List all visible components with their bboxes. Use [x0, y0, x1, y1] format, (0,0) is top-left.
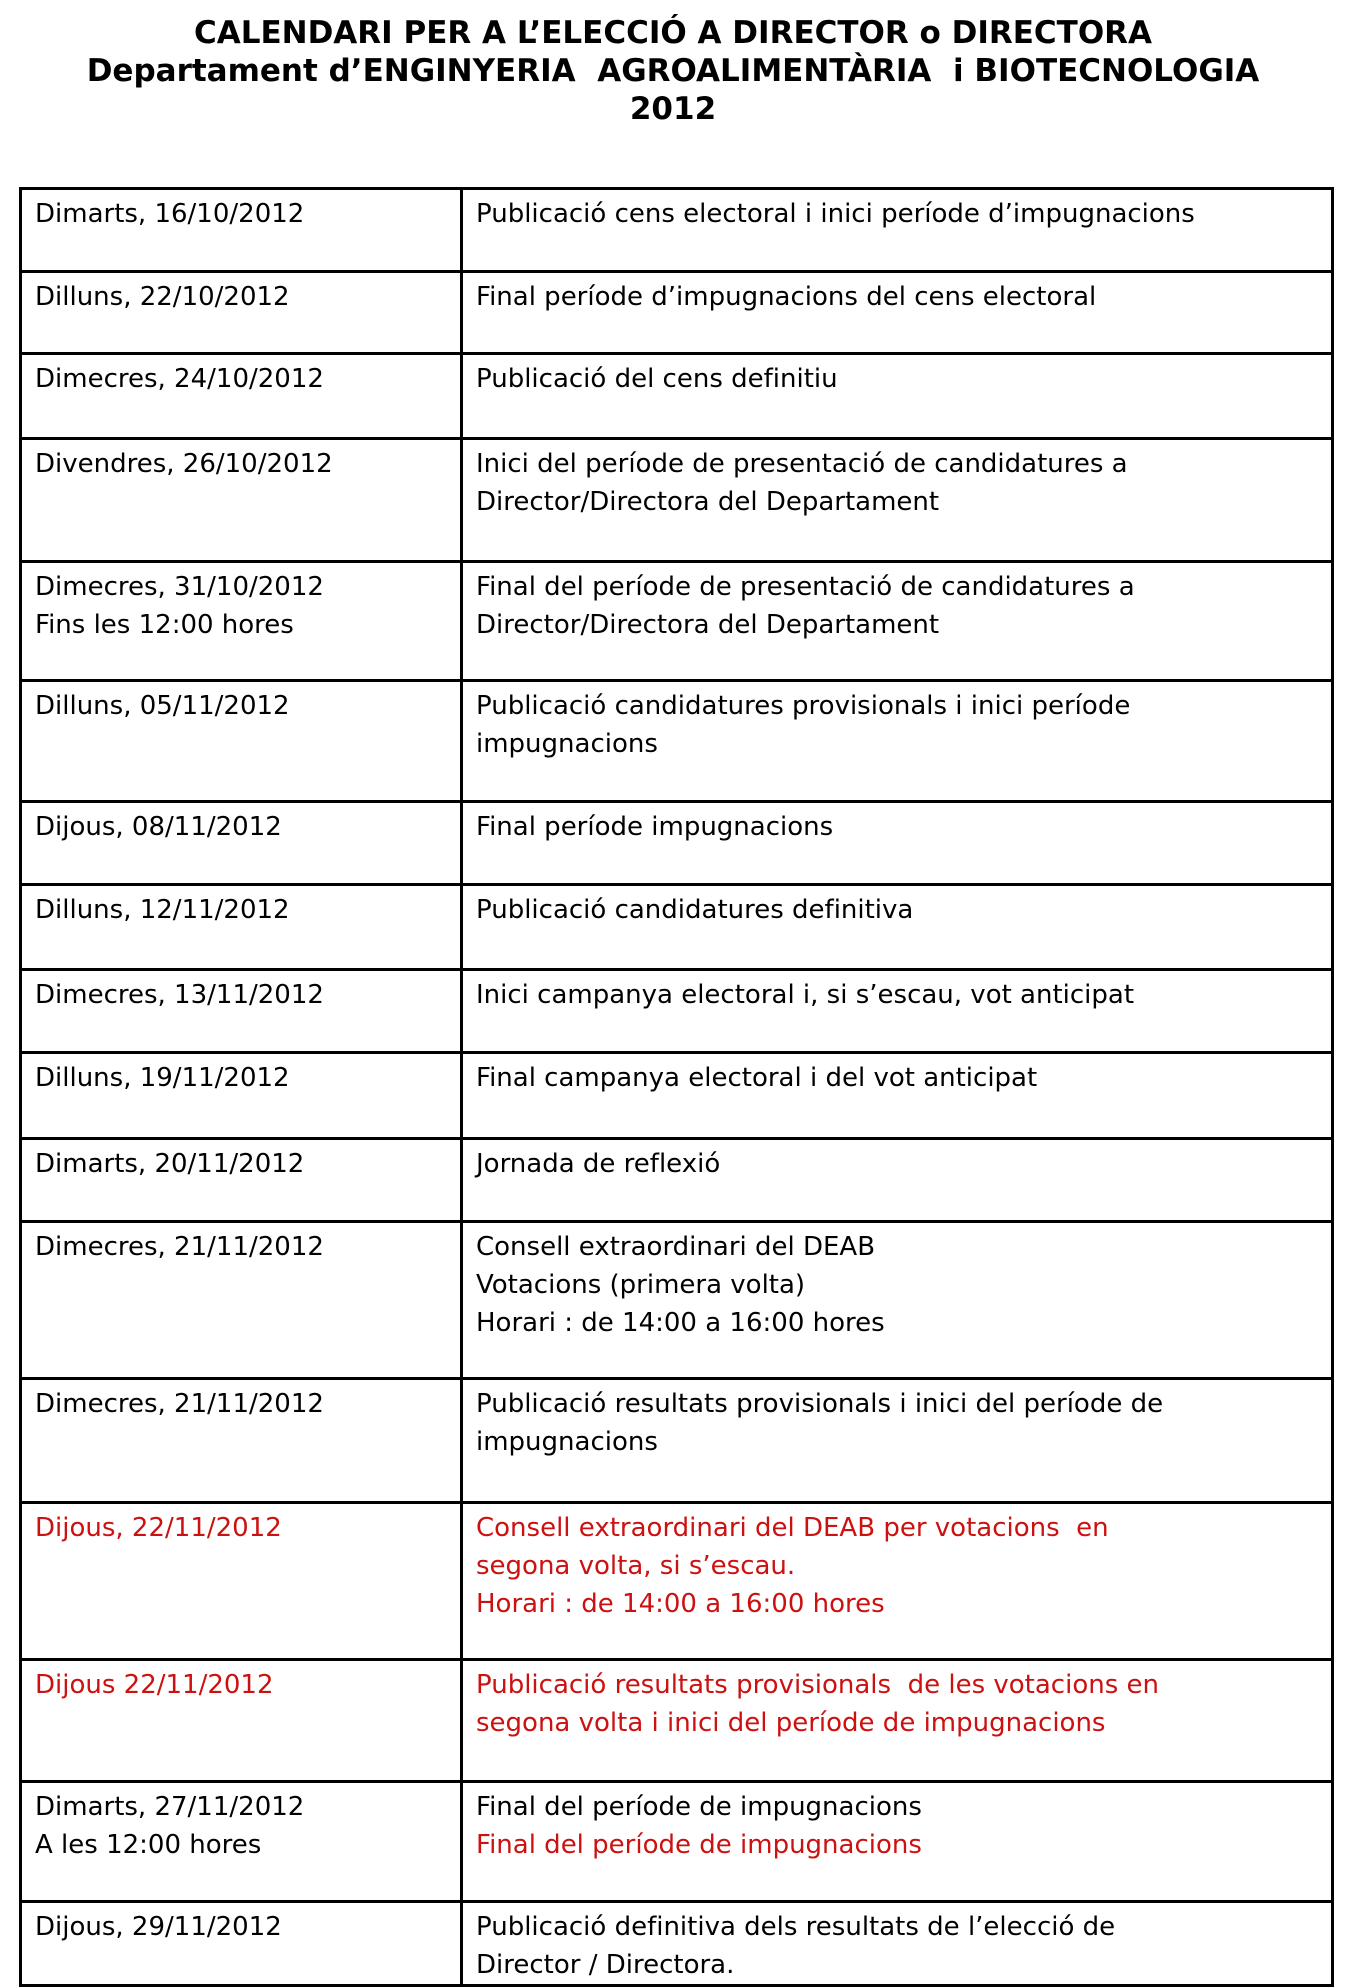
event-cell [462, 439, 1333, 562]
event-line: Director/Directora del Departament [476, 610, 940, 640]
table-row [21, 1139, 1333, 1222]
date-line: Dilluns, 19/11/2012 [35, 1063, 290, 1093]
election-calendar-table [19, 187, 1334, 1987]
date-line: Dimecres, 21/11/2012 [35, 1389, 324, 1419]
event-cell [462, 1902, 1333, 1986]
event-cell [462, 1660, 1333, 1782]
date-line: Dilluns, 22/10/2012 [35, 282, 290, 312]
table-row [21, 354, 1333, 439]
event-line: Publicació definitiva dels resultats de l’elecció de [476, 1912, 1116, 1942]
event-line: Publicació del cens definitiu [476, 364, 838, 394]
title-line-2: Departament d’ENGINYERIA AGROALIMENTÀRIA i BIOTECNOLOGIA [86, 53, 1260, 89]
event-line: impugnacions [476, 1427, 658, 1457]
date-line: Dimecres, 13/11/2012 [35, 980, 324, 1010]
table-row [21, 970, 1333, 1053]
date-cell [21, 681, 462, 802]
event-line: Director / Directora. [476, 1950, 735, 1980]
date-cell [21, 1053, 462, 1139]
title-line-3: 2012 [629, 91, 717, 127]
document-title [0, 0, 1346, 128]
event-line: Publicació candidatures definitiva [476, 895, 914, 925]
date-line: Dimarts, 27/11/2012 [35, 1792, 305, 1822]
event-line: Inici campanya electoral i, si s’escau, vot anticipat [476, 980, 1135, 1010]
event-line: Publicació candidatures provisionals i inici període [476, 691, 1131, 721]
event-line: Final període impugnacions [476, 812, 834, 842]
event-cell [462, 1503, 1333, 1660]
table-row [21, 272, 1333, 354]
table-row [21, 681, 1333, 802]
date-cell [21, 439, 462, 562]
event-cell [462, 1379, 1333, 1503]
date-line: Dilluns, 12/11/2012 [35, 895, 290, 925]
event-line: Director/Directora del Departament [476, 487, 940, 517]
date-line: Fins les 12:00 hores [35, 610, 294, 640]
event-cell [462, 562, 1333, 681]
event-cell [462, 681, 1333, 802]
date-cell [21, 1379, 462, 1503]
date-line: Dimarts, 20/11/2012 [35, 1149, 305, 1179]
event-line: Publicació resultats provisionals de les votacions en [476, 1670, 1159, 1700]
table-row [21, 1902, 1333, 1986]
date-cell [21, 970, 462, 1053]
event-cell [462, 272, 1333, 354]
date-cell [21, 1902, 462, 1986]
table-row [21, 1782, 1333, 1902]
table-row [21, 1503, 1333, 1660]
event-line: segona volta, si s’escau. [476, 1551, 796, 1581]
event-cell [462, 1139, 1333, 1222]
table-row [21, 1660, 1333, 1782]
date-cell [21, 1222, 462, 1379]
event-cell [462, 885, 1333, 970]
title-line-1: CALENDARI PER A L’ELECCIÓ A DIRECTOR o DIRECTORA [193, 15, 1153, 51]
event-cell [462, 802, 1333, 885]
date-line: Dijous, 22/11/2012 [35, 1513, 282, 1543]
event-line: impugnacions [476, 729, 658, 759]
table-row [21, 439, 1333, 562]
table-row [21, 885, 1333, 970]
event-cell [462, 354, 1333, 439]
event-line: segona volta i inici del període de impugnacions [476, 1708, 1106, 1738]
table-row [21, 562, 1333, 681]
event-line: Final del període de presentació de candidatures a [476, 572, 1135, 602]
table-row [21, 1053, 1333, 1139]
date-line: Dijous, 08/11/2012 [35, 812, 282, 842]
event-line: Publicació cens electoral i inici període d’impugnacions [476, 199, 1195, 229]
event-cell [462, 970, 1333, 1053]
date-cell [21, 885, 462, 970]
date-line: Dimecres, 21/11/2012 [35, 1232, 324, 1262]
calendar-table-body [21, 189, 1333, 1986]
date-cell [21, 272, 462, 354]
event-cell [462, 1782, 1333, 1902]
date-cell [21, 562, 462, 681]
date-line: A les 12:00 hores [35, 1830, 262, 1860]
table-row [21, 1222, 1333, 1379]
event-cell [462, 189, 1333, 272]
table-row [21, 1379, 1333, 1503]
date-cell [21, 189, 462, 272]
event-cell [462, 1222, 1333, 1379]
event-line: Final període d’impugnacions del cens electoral [476, 282, 1097, 312]
date-cell [21, 1660, 462, 1782]
event-line: Final campanya electoral i del vot anticipat [476, 1063, 1038, 1093]
date-line: Dimarts, 16/10/2012 [35, 199, 305, 229]
date-line: Dijous 22/11/2012 [35, 1670, 274, 1700]
date-line: Divendres, 26/10/2012 [35, 449, 333, 479]
date-line: Dijous, 29/11/2012 [35, 1912, 282, 1942]
event-line: Horari : de 14:00 a 16:00 hores [476, 1308, 885, 1338]
event-line: Publicació resultats provisionals i inici del període de [476, 1389, 1164, 1419]
date-cell [21, 802, 462, 885]
event-line: Final del període de impugnacions [476, 1792, 922, 1822]
date-line: Dimecres, 31/10/2012 [35, 572, 324, 602]
date-cell [21, 1503, 462, 1660]
date-line: Dimecres, 24/10/2012 [35, 364, 324, 394]
event-line: Final del període de impugnacions [476, 1830, 922, 1860]
event-line: Consell extraordinari del DEAB per votacions en [476, 1513, 1109, 1543]
event-cell [462, 1053, 1333, 1139]
date-line: Dilluns, 05/11/2012 [35, 691, 290, 721]
table-row [21, 802, 1333, 885]
date-cell [21, 354, 462, 439]
date-cell [21, 1782, 462, 1902]
event-line: Horari : de 14:00 a 16:00 hores [476, 1589, 885, 1619]
event-line: Jornada de reflexió [476, 1149, 721, 1179]
date-cell [21, 1139, 462, 1222]
event-line: Inici del període de presentació de candidatures a [476, 449, 1128, 479]
table-row [21, 189, 1333, 272]
event-line: Votacions (primera volta) [476, 1270, 806, 1300]
event-line: Consell extraordinari del DEAB [476, 1232, 876, 1262]
